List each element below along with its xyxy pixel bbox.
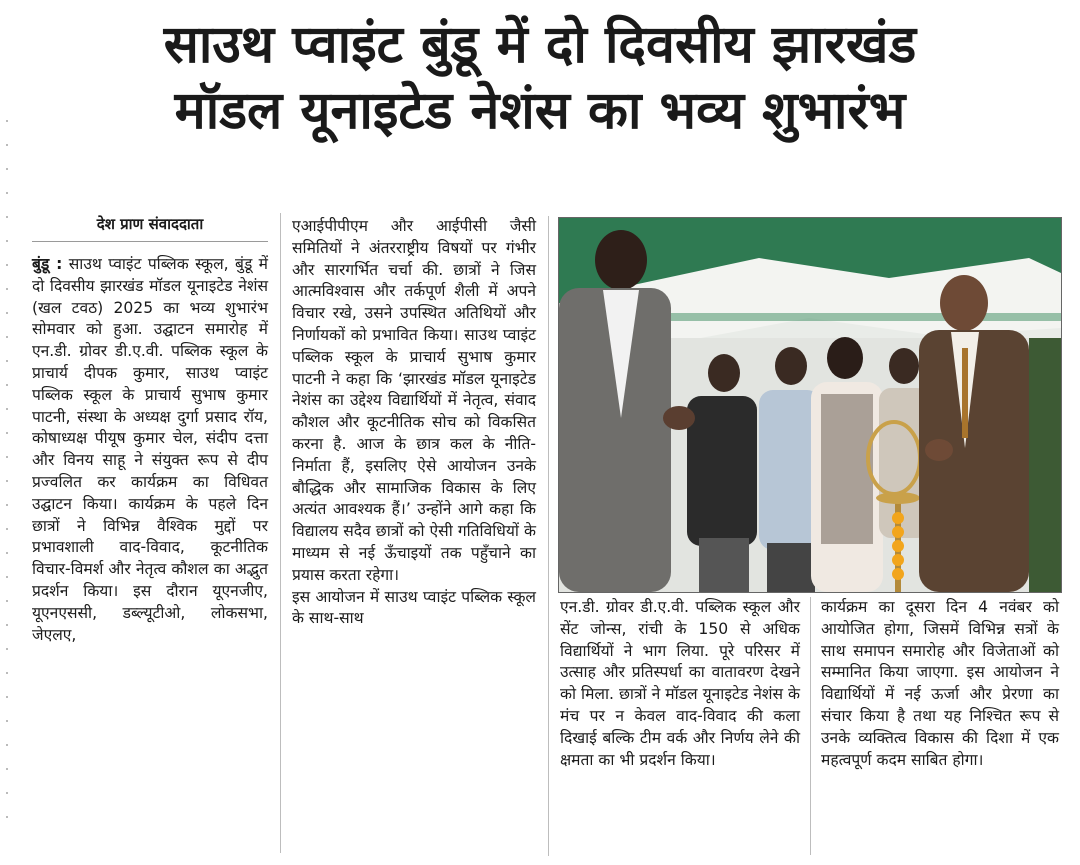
article-column-4 bbox=[821, 597, 1059, 771]
headline-line-2: मॉडल यूनाइटेड नेशंस का भव्य शुभारंभ bbox=[174, 81, 906, 141]
dateline-place: बुंडू : bbox=[32, 255, 63, 273]
column-4-paragraph: कार्यक्रम का दूसरा दिन 4 नवंबर को आयोजित होगा, जिसमें विभिन्न सत्रों के साथ समापन समारोह और विजेताओं को सम्मानित किया जाएगा. इस आयोजन ने विद्यार्थियों में नई ऊर्जा और प्रेरणा का संचार किया है तथा यह निश्चित रूप से उनके व्यक्तित्व विकास की दिशा में एक महत्वपूर्ण कदम साबित होगा। bbox=[821, 598, 1059, 769]
article-column-1 bbox=[32, 213, 268, 646]
article-column-3 bbox=[560, 597, 800, 771]
headline bbox=[0, 12, 1080, 144]
column-divider bbox=[548, 216, 549, 856]
byline: देश प्राण संवाददाता bbox=[32, 213, 268, 242]
page-edge-dots bbox=[6, 120, 8, 840]
column-divider bbox=[810, 597, 811, 855]
column-1-paragraph bbox=[32, 254, 268, 646]
article-column-2 bbox=[292, 216, 536, 630]
lamp-lighting-photo bbox=[559, 218, 1061, 592]
column-2-paragraph-2: इस आयोजन में साउथ प्वाइंट पब्लिक स्कूल के साथ-साथ bbox=[292, 587, 536, 628]
column-3-paragraph: एन.डी. ग्रोवर डी.ए.वी. पब्लिक स्कूल और सेंट जोन्स, रांची के 150 से अधिक विद्यार्थियों ने भाग लिया. पूरे परिसर में उत्साह और प्रतिस्पर्धा का वातावरण देखने को मिला. छात्रों ने मॉडल यूनाइटेड नेशंस के मंच पर न केवल वाद-विवाद की कला दिखाई बल्कि टीम वर्क और निर्णय लेने की क्षमता का भी प्रदर्शन किया। bbox=[560, 598, 800, 769]
column-2-paragraph: एआईपीपीएम और आईपीसी जैसी समितियों ने अंतरराष्ट्रीय विषयों पर गंभीर और सारगर्भित चर्चा की. छात्रों ने जिस आत्मविश्वास और तर्कपूर्ण शैली में अपने विचार रखे, उसने उपस्थित अतिथियों और निर्णायकों को प्रभावित किया। साउथ प्वाइंट पब्लिक स्कूल के प्राचार्य सुभाष कुमार पाटनी ने कहा कि ‘झारखंड मॉडल यूनाइटेड नेशंस का उद्देश्य विद्यार्थियों में नेतृत्व, संवाद कौशल और कूटनीतिक सोच को विकसित करना है. आज के छात्र कल के नीति-निर्माता हैं, इसलिए ऐसे आयोजन उनके बौद्धिक और सामाजिक विकास के लिए अत्यंत आवश्यक हैं।’ उन्होंने आगे कहा कि विद्यालय सदैव छात्रों को ऐसी गतिविधियों के माध्यम से नई ऊँचाइयों तक पहुँचाने का प्रयास करता रहेगा। bbox=[292, 217, 536, 584]
column-1-text: साउथ प्वाइंट पब्लिक स्कूल, बुंडू में दो दिवसीय झारखंड मॉडल यूनाइटेड नेशंस (खल टवठ) 2025 का भव्य शुभारंभ सोमवार को हुआ. उद्घाटन समारोह में एन.डी. ग्रोवर डी.ए.वी. पब्लिक स्कूल के प्राचार्य दीपक कुमार, साउथ प्वाइंट पब्लिक स्कूल के प्राचार्य सुभाष कुमार पाटनी, संस्था के अध्यक्ष दुर्गा प्रसाद रॉय, कोषाध्यक्ष पीयूष कुमार चेल, संदीप दत्ता और विनय साहू ने संयुक्त रूप से दीप प्रज्वलित कर कार्यक्रम का विधिवत उद्घाटन किया। कार्यक्रम के पहले दिन छात्रों ने विभिन्न वैश्विक मुद्दों पर प्रभावशाली वाद-विवाद, कूटनीतिक विचार-विमर्श और नेतृत्व कौशल का अद्भुत प्रदर्शन किया। इस दौरान यूएनजीए, यूएनएससी, डब्ल्यूटीओ, लोकसभा, जेएलए, bbox=[32, 255, 268, 644]
column-divider bbox=[280, 213, 281, 853]
event-photo bbox=[558, 217, 1062, 593]
headline-line-1: साउथ प्वाइंट बुंडू में दो दिवसीय झारखंड bbox=[163, 15, 917, 75]
